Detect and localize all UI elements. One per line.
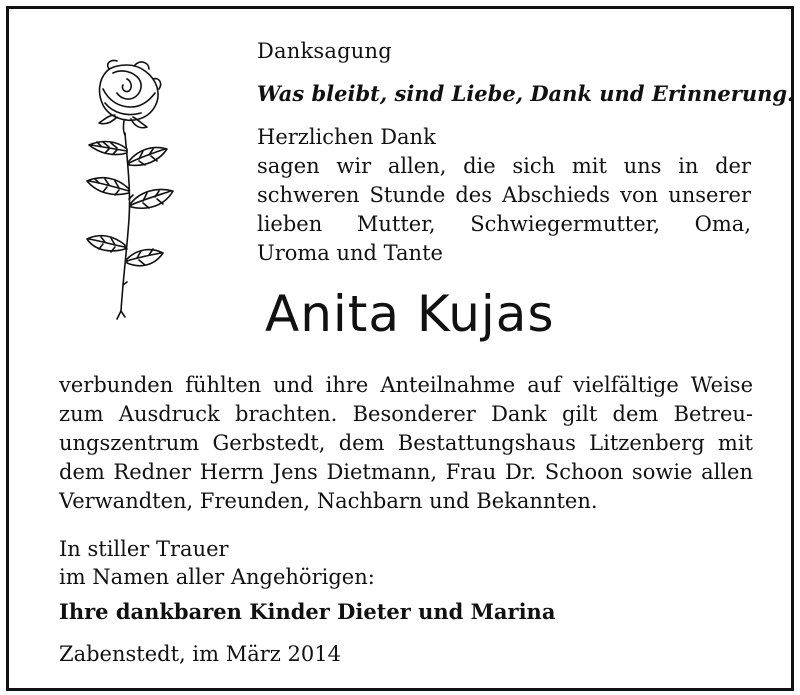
body-paragraph <box>59 371 753 516</box>
place-date: Zabenstedt, im März 2014 <box>59 642 341 666</box>
signoff <box>59 535 375 591</box>
thanks-line: schweren Stunde des Abschieds von unserer <box>257 183 751 207</box>
signoff-line: im Namen aller Angehörigen: <box>59 565 375 589</box>
body-line: dem Redner Herrn Jens Dietmann, Frau Dr. Schoon sowie allen <box>59 460 753 484</box>
thanks-paragraph <box>257 152 751 268</box>
body-line: Verwandten, Freunden, Nachbarn und Bekannten. <box>59 489 598 513</box>
deceased-name: Anita Kujas <box>265 285 555 343</box>
thanks-line: lieben Mutter, Schwiegermutter, Oma, <box>257 212 751 236</box>
notice-heading: Danksagung <box>257 39 392 63</box>
signatories: Ihre dankbaren Kinder Dieter und Marina <box>59 599 556 624</box>
body-line: zum Ausdruck brachten. Besonderer Dank gilt dem Betreu- <box>59 402 753 426</box>
obituary-frame <box>6 6 794 691</box>
thanks-line: Uroma und Tante <box>257 241 443 265</box>
signoff-line: In stiller Trauer <box>59 537 229 561</box>
rose-icon <box>69 49 179 329</box>
thanks-intro: Herzlichen Dank <box>257 125 436 149</box>
notice-motto: Was bleibt, sind Liebe, Dank und Erinnerung. <box>257 81 795 106</box>
body-line: ungszentrum Gerbstedt, dem Bestattungshaus Litzenberg mit <box>59 431 753 455</box>
body-line: verbunden fühlten und ihre Anteilnahme auf vielfältige Weise <box>59 373 753 397</box>
thanks-line: sagen wir allen, die sich mit uns in der <box>257 154 751 178</box>
